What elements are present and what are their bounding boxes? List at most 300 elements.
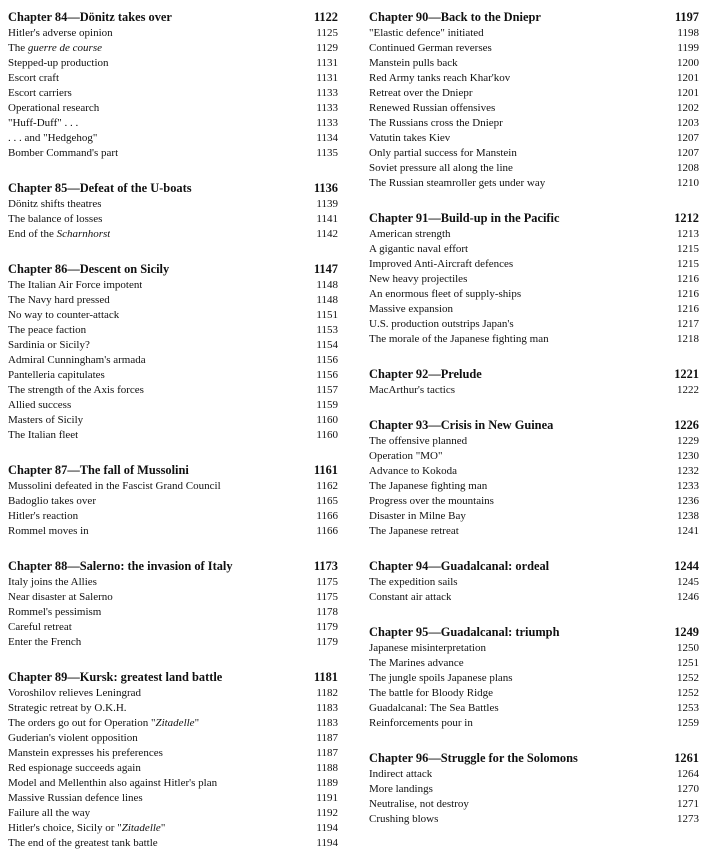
entry-title: The Italian fleet <box>8 429 79 441</box>
toc-entry <box>8 428 338 443</box>
entry-title: More landings <box>369 783 433 795</box>
entry-title: Hitler's reaction <box>8 510 79 522</box>
entry-title: The Italian Air Force impotent <box>8 279 143 291</box>
entry-title: Escort carriers <box>8 87 72 99</box>
entry-title: The Marines advance <box>369 657 464 669</box>
entry-title: Constant air attack <box>369 591 452 603</box>
entry-page-number: 1238 <box>677 510 699 522</box>
toc-entry <box>8 278 338 293</box>
toc-entry <box>369 464 699 479</box>
toc-entry <box>8 398 338 413</box>
entry-title: Badoglio takes over <box>8 495 96 507</box>
toc-entry <box>8 821 338 836</box>
entry-page-number: 1134 <box>316 132 338 144</box>
entry-page-number: 1194 <box>316 822 338 834</box>
toc-entry <box>369 671 699 686</box>
entry-page-number: 1264 <box>677 768 699 780</box>
chapter-section <box>8 670 338 851</box>
chapter-heading <box>369 367 699 381</box>
entry-page-number: 1232 <box>677 465 699 477</box>
entry-title-part: " <box>194 717 200 729</box>
entry-title: The jungle spoils Japanese plans <box>369 672 513 684</box>
toc-entry <box>8 293 338 308</box>
entry-title: Admiral Cunningham's armada <box>8 354 146 366</box>
chapter-page-number: 1221 <box>674 367 699 381</box>
entry-page-number: 1129 <box>316 42 338 54</box>
entry-page-number: 1216 <box>677 273 699 285</box>
toc-entry <box>8 605 338 620</box>
toc-column-right <box>369 10 699 827</box>
entry-title: New heavy projectiles <box>369 273 468 285</box>
toc-entry <box>8 131 338 146</box>
toc-entry <box>369 287 699 302</box>
chapter-page-number: 1173 <box>313 559 338 573</box>
toc-entry <box>369 449 699 464</box>
chapter-heading <box>369 211 699 225</box>
entry-page-number: 1157 <box>316 384 338 396</box>
entry-page-number: 1230 <box>677 450 699 462</box>
entry-title-italic: guerre de course <box>27 42 102 54</box>
entry-title: Red Army tanks reach Khar'kov <box>369 72 511 84</box>
entry-page-number: 1201 <box>677 72 699 84</box>
entry-page-number: 1189 <box>316 777 338 789</box>
chapter-page-number: 1249 <box>674 625 699 639</box>
entry-title-part: The <box>8 42 28 54</box>
chapter-title: Chapter 95—Guadalcanal: triumph <box>369 625 560 639</box>
toc-entry <box>369 56 699 71</box>
toc-entry <box>369 242 699 257</box>
entry-title: Near disaster at Salerno <box>8 591 113 603</box>
toc-entry <box>8 746 338 761</box>
toc-entry <box>8 413 338 428</box>
entry-page-number: 1253 <box>677 702 699 714</box>
chapter-page-number: 1261 <box>674 751 699 765</box>
toc-entry <box>8 227 338 242</box>
entry-title: Vatutin takes Kiev <box>369 132 451 144</box>
entry-page-number: 1183 <box>316 717 338 729</box>
entry-title: Pantelleria capitulates <box>8 369 105 381</box>
toc-entry <box>8 620 338 635</box>
toc-entry <box>369 494 699 509</box>
toc-entry <box>369 479 699 494</box>
chapter-title: Chapter 87—The fall of Mussolini <box>8 463 189 477</box>
entry-title: No way to counter-attack <box>8 309 120 321</box>
toc-entry <box>8 56 338 71</box>
chapter-title: Chapter 89—Kursk: greatest land battle <box>8 670 223 684</box>
toc-entry <box>8 116 338 131</box>
toc-entry <box>8 791 338 806</box>
chapter-title: Chapter 90—Back to the Dniepr <box>369 10 541 24</box>
entry-title: Manstein pulls back <box>369 57 458 69</box>
entry-title: Failure all the way <box>8 807 91 819</box>
entry-title: Mussolini defeated in the Fascist Grand Council <box>8 480 221 492</box>
entry-page-number: 1207 <box>677 147 699 159</box>
entry-title <box>8 821 165 836</box>
entry-page-number: 1192 <box>316 807 338 819</box>
entry-page-number: 1125 <box>316 27 338 39</box>
entry-page-number: 1199 <box>677 42 699 54</box>
toc-entry <box>8 701 338 716</box>
toc-entry <box>369 509 699 524</box>
entry-page-number: 1194 <box>316 837 338 849</box>
entry-title: Model and Mellenthin also against Hitler's plan <box>8 777 218 789</box>
entry-page-number: 1251 <box>677 657 699 669</box>
entry-page-number: 1131 <box>316 72 338 84</box>
toc-entry <box>369 686 699 701</box>
entry-page-number: 1175 <box>316 591 338 603</box>
chapter-title: Chapter 88—Salerno: the invasion of Italy <box>8 559 233 573</box>
toc-entry <box>369 812 699 827</box>
toc-entry <box>369 641 699 656</box>
entry-title: Indirect attack <box>369 768 433 780</box>
entry-page-number: 1252 <box>677 687 699 699</box>
entry-title: Bomber Command's part <box>8 147 119 159</box>
entry-title: Advance to Kokoda <box>369 465 457 477</box>
chapter-heading <box>369 625 699 639</box>
entry-page-number: 1133 <box>316 102 338 114</box>
entry-title: Stepped-up production <box>8 57 109 69</box>
entry-title: The Japanese fighting man <box>369 480 488 492</box>
entry-title: Renewed Russian offensives <box>369 102 496 114</box>
toc-entry <box>8 101 338 116</box>
toc-entry <box>8 86 338 101</box>
toc-entry <box>8 590 338 605</box>
toc-entry <box>369 524 699 539</box>
entry-page-number: 1187 <box>316 747 338 759</box>
entry-page-number: 1142 <box>316 228 338 240</box>
chapter-heading <box>8 181 338 195</box>
chapter-page-number: 1212 <box>674 211 699 225</box>
entry-page-number: 1210 <box>677 177 699 189</box>
entry-title: MacArthur's tactics <box>369 384 455 396</box>
toc-entry <box>369 257 699 272</box>
entry-title: Strategic retreat by O.K.H. <box>8 702 127 714</box>
toc-column-left <box>8 10 338 851</box>
chapter-section <box>8 10 338 161</box>
toc-entry <box>8 716 338 731</box>
entry-page-number: 1139 <box>316 198 338 210</box>
entry-page-number: 1179 <box>316 636 338 648</box>
entry-title: Operation "MO" <box>369 450 443 462</box>
toc-entry <box>369 332 699 347</box>
entry-title: The end of the greatest tank battle <box>8 837 158 849</box>
chapter-heading <box>369 10 699 24</box>
entry-title: . . . and "Hedgehog" <box>8 132 98 144</box>
entry-title: Neutralise, not destroy <box>369 798 469 810</box>
chapter-title: Chapter 96—Struggle for the Solomons <box>369 751 578 765</box>
toc-entry <box>8 323 338 338</box>
entry-page-number: 1208 <box>677 162 699 174</box>
entry-page-number: 1179 <box>316 621 338 633</box>
chapter-heading <box>369 559 699 573</box>
chapter-section <box>8 181 338 242</box>
toc-entry <box>369 701 699 716</box>
toc-entry <box>8 308 338 323</box>
entry-title: U.S. production outstrips Japan's <box>369 318 514 330</box>
toc-entry <box>8 353 338 368</box>
entry-title: The Japanese retreat <box>369 525 459 537</box>
entry-page-number: 1156 <box>316 354 338 366</box>
entry-title: Careful retreat <box>8 621 72 633</box>
chapter-heading <box>8 262 338 276</box>
entry-title: "Elastic defence" initiated <box>369 27 484 39</box>
chapter-heading <box>8 559 338 573</box>
chapter-title: Chapter 93—Crisis in New Guinea <box>369 418 554 432</box>
entry-title: Enter the French <box>8 636 82 648</box>
entry-title: The balance of losses <box>8 213 103 225</box>
entry-page-number: 1133 <box>316 87 338 99</box>
chapter-heading <box>8 463 338 477</box>
entry-title: An enormous fleet of supply-ships <box>369 288 522 300</box>
entry-page-number: 1187 <box>316 732 338 744</box>
chapter-section <box>369 559 699 605</box>
entry-title: Italy joins the Allies <box>8 576 97 588</box>
entry-page-number: 1217 <box>677 318 699 330</box>
toc-entry <box>369 383 699 398</box>
toc-entry <box>8 212 338 227</box>
toc-entry <box>369 317 699 332</box>
entry-title: The battle for Bloody Ridge <box>369 687 494 699</box>
entry-title: Rommel moves in <box>8 525 89 537</box>
toc-entry <box>369 716 699 731</box>
toc-entry <box>369 767 699 782</box>
entry-title-part: Hitler's choice, Sicily or " <box>8 822 122 834</box>
toc-entry <box>369 272 699 287</box>
toc-entry <box>8 509 338 524</box>
entry-page-number: 1160 <box>316 414 338 426</box>
entry-page-number: 1198 <box>677 27 699 39</box>
toc-entry <box>8 197 338 212</box>
entry-page-number: 1252 <box>677 672 699 684</box>
toc-entry <box>369 782 699 797</box>
entry-title-part: The orders go out for Operation " <box>8 717 156 729</box>
toc-entry <box>8 71 338 86</box>
entry-title: Soviet pressure all along the line <box>369 162 513 174</box>
entry-page-number: 1135 <box>316 147 338 159</box>
entry-page-number: 1215 <box>677 243 699 255</box>
entry-page-number: 1273 <box>677 813 699 825</box>
entry-title: Retreat over the Dniepr <box>369 87 473 99</box>
entry-page-number: 1246 <box>677 591 699 603</box>
toc-entry <box>8 806 338 821</box>
chapter-heading <box>369 418 699 432</box>
toc-entry <box>369 302 699 317</box>
entry-page-number: 1222 <box>677 384 699 396</box>
entry-title-italic: Zitadelle <box>155 717 195 729</box>
toc-entry <box>8 26 338 41</box>
chapter-page-number: 1136 <box>313 181 338 195</box>
entry-title: Guadalcanal: The Sea Battles <box>369 702 499 714</box>
entry-page-number: 1271 <box>677 798 699 810</box>
chapter-page-number: 1122 <box>313 10 338 24</box>
toc-entry <box>8 686 338 701</box>
toc-entry <box>369 797 699 812</box>
entry-page-number: 1207 <box>677 132 699 144</box>
entry-title: The Russian steamroller gets under way <box>369 177 546 189</box>
entry-title: Masters of Sicily <box>8 414 84 426</box>
entry-page-number: 1236 <box>677 495 699 507</box>
entry-title: Voroshilov relieves Leningrad <box>8 687 141 699</box>
chapter-page-number: 1147 <box>313 262 338 276</box>
entry-title: Sardinia or Sicily? <box>8 339 90 351</box>
entry-page-number: 1182 <box>316 687 338 699</box>
chapter-title: Chapter 86—Descent on Sicily <box>8 262 170 276</box>
chapter-page-number: 1161 <box>313 463 338 477</box>
entry-page-number: 1166 <box>316 510 338 522</box>
entry-page-number: 1203 <box>677 117 699 129</box>
entry-page-number: 1154 <box>316 339 338 351</box>
entry-page-number: 1178 <box>316 606 338 618</box>
entry-page-number: 1131 <box>316 57 338 69</box>
chapter-page-number: 1226 <box>674 418 699 432</box>
chapter-title: Chapter 92—Prelude <box>369 367 482 381</box>
entry-page-number: 1216 <box>677 288 699 300</box>
entry-title: Massive expansion <box>369 303 454 315</box>
toc-entry <box>369 656 699 671</box>
entry-page-number: 1233 <box>677 480 699 492</box>
toc-entry <box>8 635 338 650</box>
toc-entry <box>8 368 338 383</box>
entry-title: Progress over the mountains <box>369 495 494 507</box>
entry-title: Hitler's adverse opinion <box>8 27 113 39</box>
chapter-section <box>369 367 699 398</box>
entry-page-number: 1166 <box>316 525 338 537</box>
entry-title: Disaster in Milne Bay <box>369 510 466 522</box>
toc-entry <box>369 161 699 176</box>
entry-title: Guderian's violent opposition <box>8 732 138 744</box>
entry-title: Reinforcements pour in <box>369 717 473 729</box>
entry-title: Continued German reverses <box>369 42 492 54</box>
toc-entry <box>369 575 699 590</box>
entry-title: American strength <box>369 228 451 240</box>
entry-page-number: 1202 <box>677 102 699 114</box>
entry-title: Massive Russian defence lines <box>8 792 143 804</box>
toc-entry <box>8 494 338 509</box>
toc-entry <box>8 41 338 56</box>
entry-page-number: 1250 <box>677 642 699 654</box>
toc-entry <box>369 227 699 242</box>
entry-title: The peace faction <box>8 324 87 336</box>
toc-entry <box>8 731 338 746</box>
entry-page-number: 1165 <box>316 495 338 507</box>
entry-title: The expedition sails <box>369 576 458 588</box>
entry-page-number: 1153 <box>316 324 338 336</box>
chapter-section <box>369 10 699 191</box>
entry-title: The offensive planned <box>369 435 468 447</box>
entry-page-number: 1215 <box>677 258 699 270</box>
entry-page-number: 1259 <box>677 717 699 729</box>
entry-page-number: 1160 <box>316 429 338 441</box>
entry-page-number: 1156 <box>316 369 338 381</box>
entry-title <box>8 41 102 56</box>
entry-page-number: 1245 <box>677 576 699 588</box>
toc-entry <box>369 434 699 449</box>
entry-title: The Russians cross the Dniepr <box>369 117 503 129</box>
entry-title: Operational research <box>8 102 100 114</box>
entry-page-number: 1229 <box>677 435 699 447</box>
toc-entry <box>369 26 699 41</box>
toc-entry <box>369 176 699 191</box>
entry-title: Escort craft <box>8 72 59 84</box>
entry-title: The Navy hard pressed <box>8 294 110 306</box>
toc-entry <box>8 836 338 851</box>
entry-title-part: " <box>160 822 166 834</box>
chapter-section <box>369 625 699 731</box>
chapter-title: Chapter 94—Guadalcanal: ordeal <box>369 559 550 573</box>
entry-page-number: 1175 <box>316 576 338 588</box>
toc-entry <box>369 131 699 146</box>
entry-page-number: 1133 <box>316 117 338 129</box>
entry-page-number: 1218 <box>677 333 699 345</box>
chapter-heading <box>369 751 699 765</box>
chapter-title: Chapter 84—Dönitz takes over <box>8 10 172 24</box>
entry-page-number: 1148 <box>316 279 338 291</box>
toc-entry <box>369 101 699 116</box>
chapter-section <box>8 463 338 539</box>
entry-title: The strength of the Axis forces <box>8 384 144 396</box>
entry-page-number: 1216 <box>677 303 699 315</box>
entry-page-number: 1151 <box>316 309 338 321</box>
toc-entry <box>369 71 699 86</box>
entry-title: "Huff-Duff" . . . <box>8 117 79 129</box>
chapter-heading <box>8 670 338 684</box>
toc-entry <box>369 146 699 161</box>
toc-entry <box>369 116 699 131</box>
entry-title-italic: Scharnhorst <box>56 228 111 240</box>
entry-title: A gigantic naval effort <box>369 243 469 255</box>
entry-page-number: 1213 <box>677 228 699 240</box>
entry-title-italic: Zitadelle <box>121 822 161 834</box>
entry-page-number: 1241 <box>677 525 699 537</box>
entry-title <box>8 716 199 731</box>
entry-page-number: 1200 <box>677 57 699 69</box>
entry-title: Allied success <box>8 399 72 411</box>
entry-page-number: 1188 <box>316 762 338 774</box>
toc-entry <box>8 761 338 776</box>
entry-page-number: 1201 <box>677 87 699 99</box>
entry-title: The morale of the Japanese fighting man <box>369 333 549 345</box>
toc-entry <box>8 146 338 161</box>
chapter-section <box>369 751 699 827</box>
entry-page-number: 1183 <box>316 702 338 714</box>
toc-entry <box>8 524 338 539</box>
entry-page-number: 1159 <box>316 399 338 411</box>
entry-title: Rommel's pessimism <box>8 606 102 618</box>
entry-title: Only partial success for Manstein <box>369 147 517 159</box>
chapter-title: Chapter 85—Defeat of the U-boats <box>8 181 192 195</box>
chapter-section <box>369 418 699 539</box>
toc-entry <box>369 41 699 56</box>
toc-entry <box>369 86 699 101</box>
chapter-title: Chapter 91—Build-up in the Pacific <box>369 211 560 225</box>
chapter-section <box>369 211 699 347</box>
entry-page-number: 1141 <box>316 213 338 225</box>
entry-title: Crushing blows <box>369 813 439 825</box>
chapter-page-number: 1244 <box>674 559 699 573</box>
entry-page-number: 1148 <box>316 294 338 306</box>
entry-title: Red espionage succeeds again <box>8 762 141 774</box>
entry-title: Improved Anti-Aircraft defences <box>369 258 514 270</box>
entry-page-number: 1270 <box>677 783 699 795</box>
entry-title: Dönitz shifts theatres <box>8 198 102 210</box>
chapter-heading <box>8 10 338 24</box>
entry-title: Japanese misinterpretation <box>369 642 486 654</box>
toc-entry <box>8 479 338 494</box>
entry-page-number: 1191 <box>316 792 338 804</box>
chapter-section <box>8 559 338 650</box>
toc-entry <box>8 575 338 590</box>
chapter-page-number: 1197 <box>674 10 699 24</box>
